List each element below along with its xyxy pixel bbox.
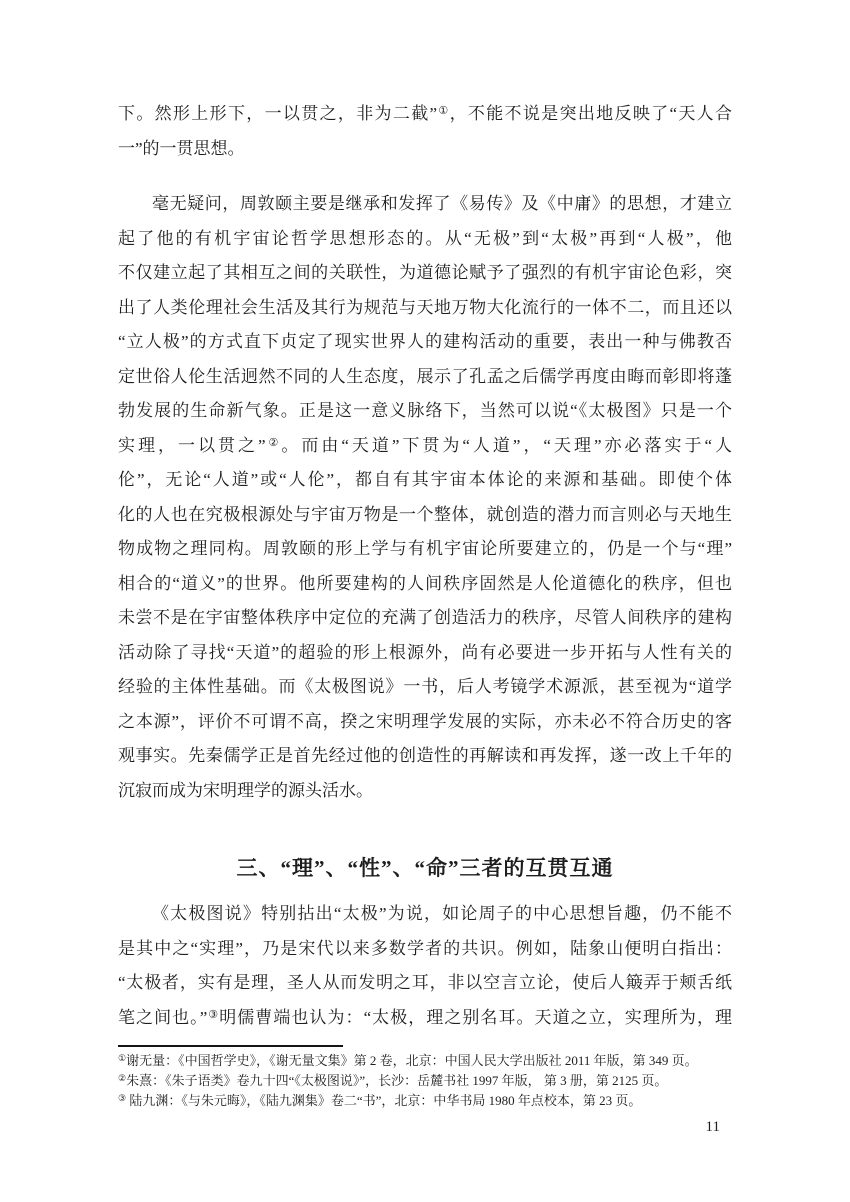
text-line: “太极者，实有是理，圣人从而发明之耳，非以空言立论，使后人簸弄于颊舌纸 — [118, 973, 732, 992]
text-line: 起了他的有机宇宙论哲学思想形态的。从“无极”到“太极”再到“人极”，他 — [118, 228, 732, 248]
text-line: 定世俗人伦生活迥然不同的人生态度，展示了孔孟之后儒学再度由晦而彰即将蓬 — [118, 366, 732, 386]
text-line: ②朱熹：《朱子语类》卷九十四“《太极图说》”，长沙：岳麓书社 1997 年版， 第 3 册，第 2125 页。 — [118, 1073, 668, 1088]
section-heading: 三、“理”、“性”、“命”三者的互贯互通 — [236, 856, 614, 880]
text-line: 一”的一贯思想。 — [118, 138, 245, 158]
text-line: 出了人类伦理社会生活及其行为规范与天地万物大化流行的一体不二，而且还以 — [118, 297, 732, 317]
text-line: 笔之间也。”③明儒曹端也认为：“太极，理之别名耳。天道之立，实理所为，理 — [118, 1007, 732, 1027]
footnotes-section — [118, 1045, 732, 1111]
footnote-list — [118, 1051, 732, 1111]
footnote-ref-marker: ③ — [207, 1008, 220, 1021]
text-line: 《太极图说》特别拈出“太极”为说，如论周子的中心思想旨趣，仍不能不 — [152, 904, 732, 923]
page-number: 11 — [705, 1119, 720, 1135]
text-line: 化的人也在究极根源处与宇宙万物是一个整体，就创造的潜力而言则必与天地生 — [118, 504, 732, 524]
text-line: “立人极”的方式直下贞定了现实世界人的建构活动的重要，表出一种与佛教否 — [118, 332, 732, 351]
text-line: 毫无疑问，周敦颐主要是继承和发挥了《易传》及《中庸》的思想，才建立 — [152, 194, 732, 213]
footnote-ref-marker: ① — [118, 1053, 127, 1063]
footnote-ref-marker: ③ — [118, 1093, 127, 1103]
text-line: 之本源”，评价不可谓不高，揆之宋明理学发展的实际，亦未必不符合历史的客 — [118, 711, 732, 731]
text-line: 相合的“道义”的世界。他所要建构的人间秩序固然是人伦道德化的秩序，但也 — [118, 573, 732, 593]
text-line: 观事实。先秦儒学正是首先经过他的创造性的再解读和再发挥，遂一改上千年的 — [118, 746, 732, 765]
text-line: ①谢无量：《中国哲学史》，《谢无量文集》第 2 卷，北京：中国人民大学出版社 2011 年版，第 349 页。 — [118, 1053, 698, 1068]
text-line: ③ 陆九渊：《与朱元晦》，《陆九渊集》卷二“书”，北京：中华书局 1980 年点校本，第 23 页。 — [118, 1093, 642, 1108]
paragraph-section-three — [118, 897, 732, 1035]
text-line: 经验的主体性基础。而《太极图说》一书，后人考镜学术源派，甚至视为“道学 — [118, 677, 732, 696]
text-line: 活动除了寻找“天道”的超验的形上根源外，尚有必要进一步开拓与人性有关的 — [118, 642, 732, 662]
footnote-ref-marker: ① — [437, 105, 450, 117]
paragraph-body — [118, 187, 732, 808]
footnote-ref-marker: ② — [265, 436, 282, 449]
text-block — [118, 0, 732, 1136]
text-line: 是其中之“实理”，乃是宋代以来多数学者的共识。例如，陆象山便明白指出： — [118, 938, 732, 958]
text-line: 未尝不是在宇宙整体秩序中定位的充满了创造活力的秩序，尽管人间秩序的建构 — [118, 608, 732, 627]
text-line: 实理，一以贯之”②。而由“天道”下贯为“人道”，“天理”亦必落实于“人 — [118, 435, 732, 455]
paragraph-continuation — [118, 97, 732, 166]
text-line: 下。然形上形下，一以贯之，非为二截”①，不能不说是突出地反映了“天人合 — [118, 104, 732, 123]
text-line: 不仅建立起了其相互之间的关联性，为道德论赋予了强烈的有机宇宙论色彩，突 — [118, 263, 732, 282]
footnote-ref-marker: ② — [118, 1073, 127, 1083]
text-line: 沉寂而成为宋明理学的源头活水。 — [118, 780, 373, 800]
text-line: 伦”，无论“人道”或“人伦”，都自有其宇宙本体论的来源和基础。即使个体 — [118, 470, 732, 489]
text-line: 物成物之理同构。周敦颐的形上学与有机宇宙论所要建立的，仍是一个与“理” — [118, 539, 732, 558]
text-line: 勃发展的生命新气象。正是这一意义脉络下，当然可以说“《太极图》只是一个 — [118, 401, 732, 420]
footnote-separator-rule — [118, 1045, 343, 1047]
